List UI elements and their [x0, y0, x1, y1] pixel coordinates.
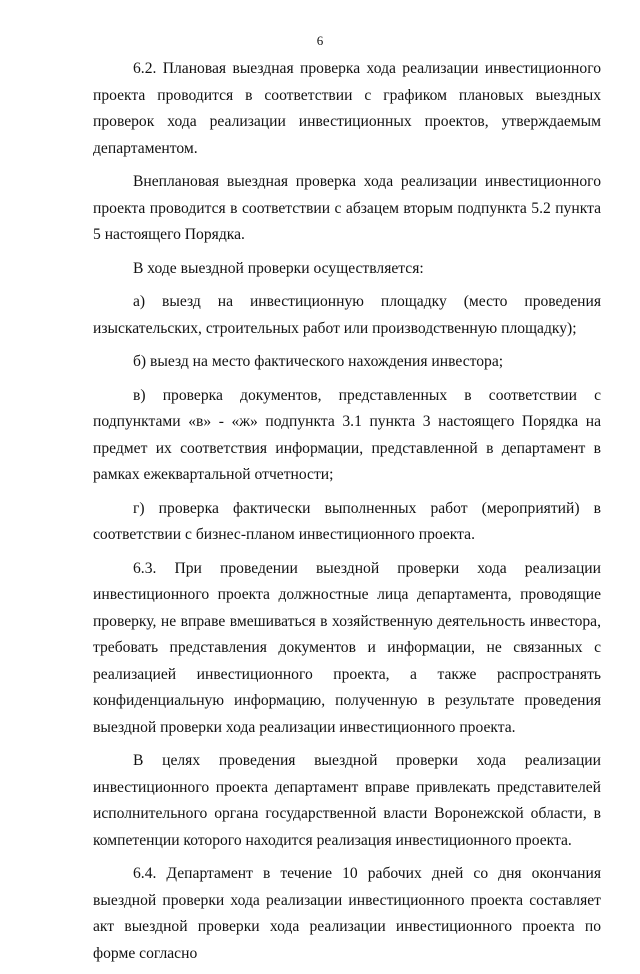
- document-body: [93, 56, 601, 974]
- paragraph-6-3: 6.3. При проведении выездной проверки хода реализации инвестиционного проекта должностные лица департамента, проводящие проверку, не вправе вмешиваться в хозяйственную деятельность инвестора, требовать представления документов и информации, не связанных с реализацией инвестиционного проекта, а также распространять конфиденциальную информацию, полученную в результате проведения выездной проверки хода реализации инвестиционного проекта.: [93, 559, 601, 736]
- list-item-a: а) выезд на инвестиционную площадку (место проведения изыскательских, строительных работ или производственную площадку);: [93, 293, 601, 337]
- page-number: 6: [316, 33, 324, 48]
- paragraph-6-2: 6.2. Плановая выездная проверка хода реализации инвестиционного проекта проводится в соответствии с графиком плановых выездных проверок хода реализации инвестиционных проектов, утверждаемым департаментом.: [93, 60, 601, 157]
- list-item-b: б) выезд на место фактического нахождения инвестора;: [133, 353, 504, 370]
- list-item-v: в) проверка документов, представленных в соответствии с подпунктами «в» - «ж» подпункта 3.1 пункта 3 настоящего Порядка на предмет их соответствия информации, представленной в департамент в рамках ежеквартальной отчетности;: [93, 386, 601, 483]
- paragraph-inspection-intro: В ходе выездной проверки осуществляется:: [133, 259, 424, 277]
- paragraph-6-4: 6.4. Департамент в течение 10 рабочих дней со дня окончания выездной проверки хода реализации инвестиционного проекта составляет акт выездной проверки хода реализации инвестиционного проекта по форме согласно: [93, 865, 601, 962]
- paragraph-representatives: В целях проведения выездной проверки хода реализации инвестиционного проекта департамент вправе привлекать представителей исполнительного органа государственной власти Воронежской области, в компетенции которого находится реализация инвестиционного проекта.: [93, 752, 601, 849]
- paragraph-unscheduled-inspection: Внеплановая выездная проверка хода реализации инвестиционного проекта проводится в соответствии с абзацем вторым подпункта 5.2 пункта 5 настоящего Порядка.: [93, 173, 601, 243]
- list-item-g: г) проверка фактически выполненных работ (мероприятий) в соответствии с бизнес-планом инвестиционного проекта.: [93, 499, 601, 543]
